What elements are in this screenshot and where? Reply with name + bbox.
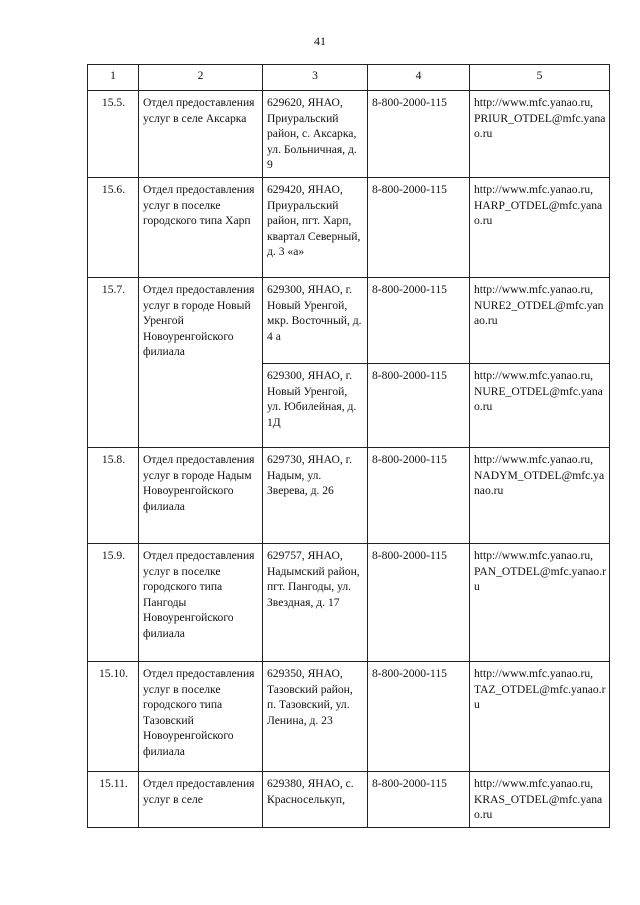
office-contact: http://www.mfc.yanao.ru, TAZ_OTDEL@mfc.yanao.ru (470, 661, 610, 771)
office-name: Отдел предоставления услуг в селе (139, 771, 263, 827)
office-contact: http://www.mfc.yanao.ru, PRIUR_OTDEL@mfc.yanao.ru (470, 91, 610, 178)
row-number: 15.10. (88, 661, 139, 771)
table-row (88, 91, 610, 178)
office-contact: http://www.mfc.yanao.ru, NURE_OTDEL@mfc.yanao.ru (470, 363, 610, 447)
row-number: 15.5. (88, 91, 139, 178)
office-phone: 8-800-2000-115 (368, 363, 470, 447)
office-address: 629757, ЯНАО, Надымский район, пгт. Пангоды, ул. Звездная, д. 17 (263, 543, 368, 661)
office-contact: http://www.mfc.yanao.ru, NURE2_OTDEL@mfc.yanao.ru (470, 277, 610, 363)
table-header-row (88, 65, 610, 91)
offices-table (87, 64, 610, 828)
office-address: 629350, ЯНАО, Тазовский район, п. Тазовский, ул. Ленина, д. 23 (263, 661, 368, 771)
office-phone: 8-800-2000-115 (368, 447, 470, 543)
office-contact: http://www.mfc.yanao.ru, PAN_OTDEL@mfc.yanao.ru (470, 543, 610, 661)
office-phone: 8-800-2000-115 (368, 177, 470, 277)
office-address: 629300, ЯНАО, г. Новый Уренгой, мкр. Восточный, д. 4 а (263, 277, 368, 363)
row-number: 15.9. (88, 543, 139, 661)
table-row (88, 661, 610, 771)
office-phone: 8-800-2000-115 (368, 771, 470, 827)
office-address: 629380, ЯНАО, с. Красноселькуп, (263, 771, 368, 827)
office-name: Отдел предоставления услуг в поселке городского типа Пангоды Новоуренгойского филиала (139, 543, 263, 661)
page-number: 41 (314, 34, 326, 48)
office-address: 629620, ЯНАО, Приуральский район, с. Аксарка, ул. Больничная, д. 9 (263, 91, 368, 178)
table-row (88, 447, 610, 543)
office-phone: 8-800-2000-115 (368, 661, 470, 771)
table-row (88, 277, 610, 363)
column-header: 4 (368, 65, 470, 91)
table-row (88, 543, 610, 661)
table-row (88, 177, 610, 277)
office-contact: http://www.mfc.yanao.ru, NADYM_OTDEL@mfc.yanao.ru (470, 447, 610, 543)
row-number: 15.7. (88, 277, 139, 447)
office-name: Отдел предоставления услуг в селе Аксарка (139, 91, 263, 178)
office-phone: 8-800-2000-115 (368, 277, 470, 363)
column-header: 2 (139, 65, 263, 91)
column-header: 1 (88, 65, 139, 91)
row-number: 15.8. (88, 447, 139, 543)
office-name: Отдел предоставления услуг в поселке городского типа Харп (139, 177, 263, 277)
office-address: 629730, ЯНАО, г. Надым, ул. Зверева, д. 26 (263, 447, 368, 543)
office-address: 629300, ЯНАО, г. Новый Уренгой, ул. Юбилейная, д. 1Д (263, 363, 368, 447)
office-contact: http://www.mfc.yanao.ru, KRAS_OTDEL@mfc.yanao.ru (470, 771, 610, 827)
office-contact: http://www.mfc.yanao.ru, HARP_OTDEL@mfc.yanao.ru (470, 177, 610, 277)
column-header: 5 (470, 65, 610, 91)
office-phone: 8-800-2000-115 (368, 91, 470, 178)
row-number: 15.6. (88, 177, 139, 277)
office-address: 629420, ЯНАО, Приуральский район, пгт. Харп, квартал Северный, д. 3 «а» (263, 177, 368, 277)
column-header: 3 (263, 65, 368, 91)
office-name: Отдел предоставления услуг в поселке городского типа Тазовский Новоуренгойского филиала (139, 661, 263, 771)
office-name: Отдел предоставления услуг в городе Надым Новоуренгойского филиала (139, 447, 263, 543)
table-row (88, 771, 610, 827)
row-number: 15.11. (88, 771, 139, 827)
office-phone: 8-800-2000-115 (368, 543, 470, 661)
office-name: Отдел предоставления услуг в городе Новый Уренгой Новоуренгойского филиала (139, 277, 263, 447)
